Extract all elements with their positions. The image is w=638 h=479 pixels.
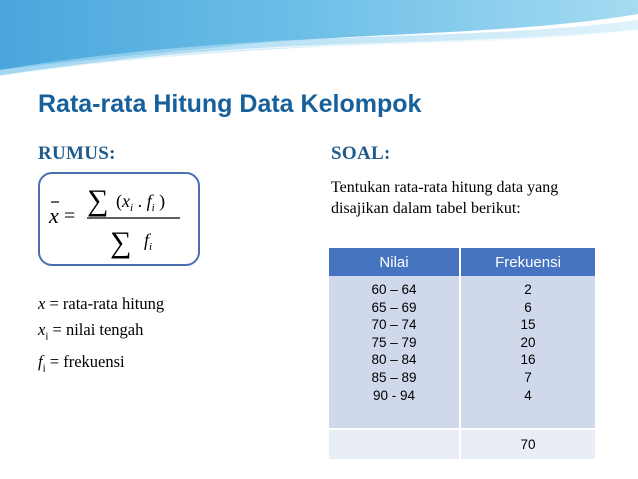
nilai-cell: 65 – 69 xyxy=(371,299,417,315)
formula-sigma-bottom: ∑ xyxy=(110,226,132,259)
nilai-cell: 85 – 89 xyxy=(371,369,417,385)
page-title: Rata-rata Hitung Data Kelompok xyxy=(38,90,422,118)
formula-legend xyxy=(38,291,164,382)
header-wave-decoration xyxy=(0,0,638,80)
legend-item-midpoint: $x_i$ = nilai tengah xyxy=(38,320,144,343)
frekuensi-cell: 20 xyxy=(520,334,536,350)
formula-x-bar: x xyxy=(49,203,59,228)
soal-label: SOAL: xyxy=(331,143,391,164)
header-nilai: Nilai xyxy=(329,248,460,276)
frekuensi-cell: 15 xyxy=(520,317,536,333)
frekuensi-cell: 4 xyxy=(524,387,532,403)
frekuensi-cell: 7 xyxy=(524,369,532,385)
question-text: Tentukan rata-rata hitung data yang disajikan dalam tabel berikut: xyxy=(331,179,559,217)
formula-box xyxy=(38,172,200,266)
frekuensi-cell: 2 xyxy=(524,282,532,297)
header-frekuensi: Frekuensi xyxy=(460,248,595,276)
nilai-cell: 60 – 64 xyxy=(371,282,417,297)
formula-denominator: $f_i$ xyxy=(144,230,153,253)
nilai-cell: 75 – 79 xyxy=(371,334,417,350)
mean-formula xyxy=(40,174,202,268)
formula-sigma-top: ∑ xyxy=(87,184,109,217)
nilai-cell: 70 – 74 xyxy=(371,317,417,333)
nilai-cell: 90 - 94 xyxy=(372,387,416,403)
legend-item-frequency: $f_i$ = frekuensi xyxy=(38,352,125,375)
frekuensi-cell: 16 xyxy=(520,352,536,368)
formula-equals: = xyxy=(64,205,76,227)
formula-numerator: ($x_i$ . $f_i$ ) xyxy=(116,191,166,214)
frekuensi-cell: 6 xyxy=(524,299,532,315)
total-nilai-cell xyxy=(329,429,460,459)
nilai-column xyxy=(329,276,460,429)
legend-item-mean: x = rata-rata hitung xyxy=(38,294,165,313)
rumus-label: RUMUS: xyxy=(38,143,116,164)
frekuensi-column xyxy=(460,276,595,429)
total-frekuensi-cell: 70 xyxy=(460,429,595,459)
frequency-table xyxy=(329,248,595,459)
nilai-cell: 80 – 84 xyxy=(371,352,417,368)
